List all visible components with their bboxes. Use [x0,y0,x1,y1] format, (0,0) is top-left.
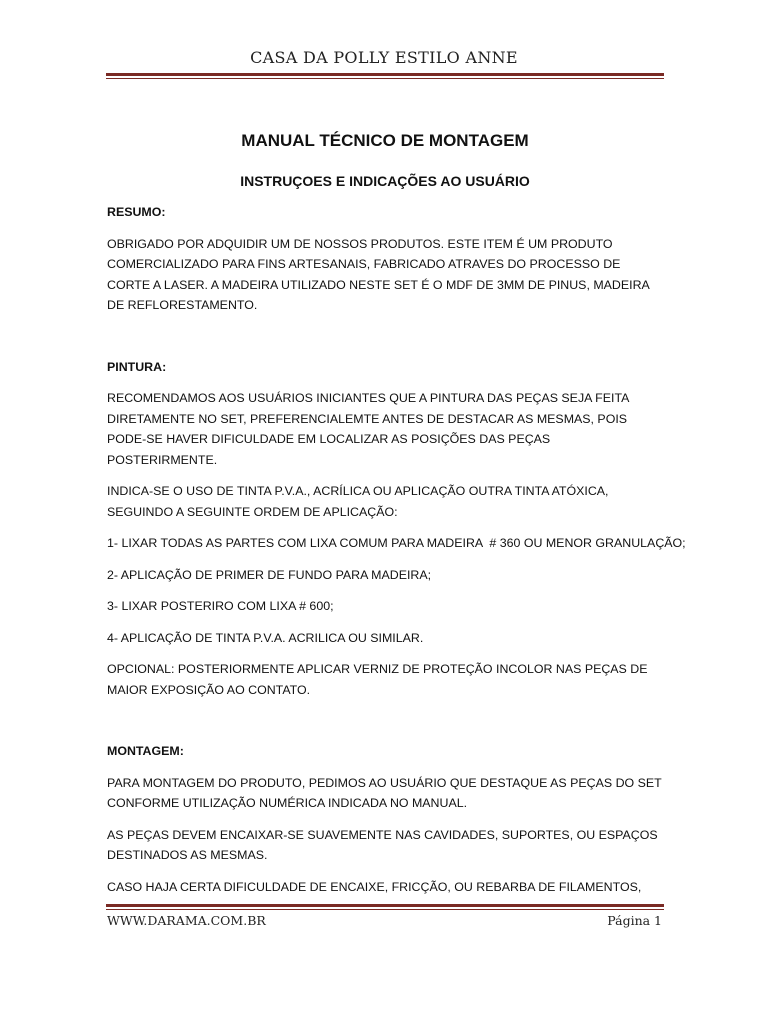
section-heading-resumo: RESUMO: [107,205,166,219]
footer-rule [106,904,664,910]
paragraph: RECOMENDAMOS AOS USUÁRIOS INICIANTES QUE A PINTURA DAS PEÇAS SEJA FEITA DIRETAMENTE NO SET, PREFERENCIALEMTE ANTES DE DESTACAR AS MESMAS, POIS PODE-SE HAVER DIFICULDADE EM LOCALIZAR AS POSIÇÕES DAS PEÇAS POSTERIRMENTE. [107,391,629,467]
paragraph: INDICA-SE O USO DE TINTA P.V.A., ACRÍLICA OU APLICAÇÃO OUTRA TINTA ATÓXICA, SEGUINDO A SEGUINTE ORDEM DE APLICAÇÃO: [107,484,609,519]
section-heading-pintura: PINTURA: [107,359,167,374]
document-title: MANUAL TÉCNICO DE MONTAGEM [241,131,529,150]
footer-website: WWW.DARAMA.COM.BR [107,913,266,928]
list-item: 1- LIXAR TODAS AS PARTES COM LIXA COMUM PARA MADEIRA # 360 OU MENOR GRANULAÇÃO; [107,536,686,550]
list-item: 3- LIXAR POSTERIRO COM LIXA # 600; [107,599,334,613]
list-item: 2- APLICAÇÃO DE PRIMER DE FUNDO PARA MADEIRA; [107,567,432,582]
paragraph: PARA MONTAGEM DO PRODUTO, PEDIMOS AO USUÁRIO QUE DESTAQUE AS PEÇAS DO SET CONFORME UTILIZAÇÃO NUMÉRICA INDICADA NO MANUAL. [107,775,662,810]
paragraph: AS PEÇAS DEVEM ENCAIXAR-SE SUAVEMENTE NAS CAVIDADES, SUPORTES, OU ESPAÇOS DESTINADOS AS MESMAS. [107,827,658,862]
header-rule [106,73,664,79]
section-heading-montagem: MONTAGEM: [107,744,184,758]
page-number: Página 1 [607,913,662,928]
paragraph: OBRIGADO POR ADQUIDIR UM DE NOSSOS PRODUTOS. ESTE ITEM É UM PRODUTO COMERCIALIZADO PARA FINS ARTESANAIS, FABRICADO ATRAVES DO PROCESSO DE CORTE A LASER. A MADEIRA UTILIZADO NESTE SET É O MDF DE 3MM DE PINUS, MADEIRA DE REFLORESTAMENTO. [107,236,650,312]
list-item: 4- APLICAÇÃO DE TINTA P.V.A. ACRILICA OU SIMILAR. [107,630,424,645]
document-body [107,128,686,908]
document-subtitle: INSTRUÇOES E INDICAÇÕES AO USUÁRIO [240,173,530,189]
paragraph: CASO HAJA CERTA DIFICULDADE DE ENCAIXE, FRICÇÃO, OU REBARBA DE FILAMENTOS, [107,879,642,894]
paragraph: OPCIONAL: POSTERIORMENTE APLICAR VERNIZ DE PROTEÇÃO INCOLOR NAS PEÇAS DE MAIOR EXPOSIÇÃO AO CONTATO. [107,662,648,697]
header-title: CASA DA POLLY ESTILO ANNE [250,48,518,67]
